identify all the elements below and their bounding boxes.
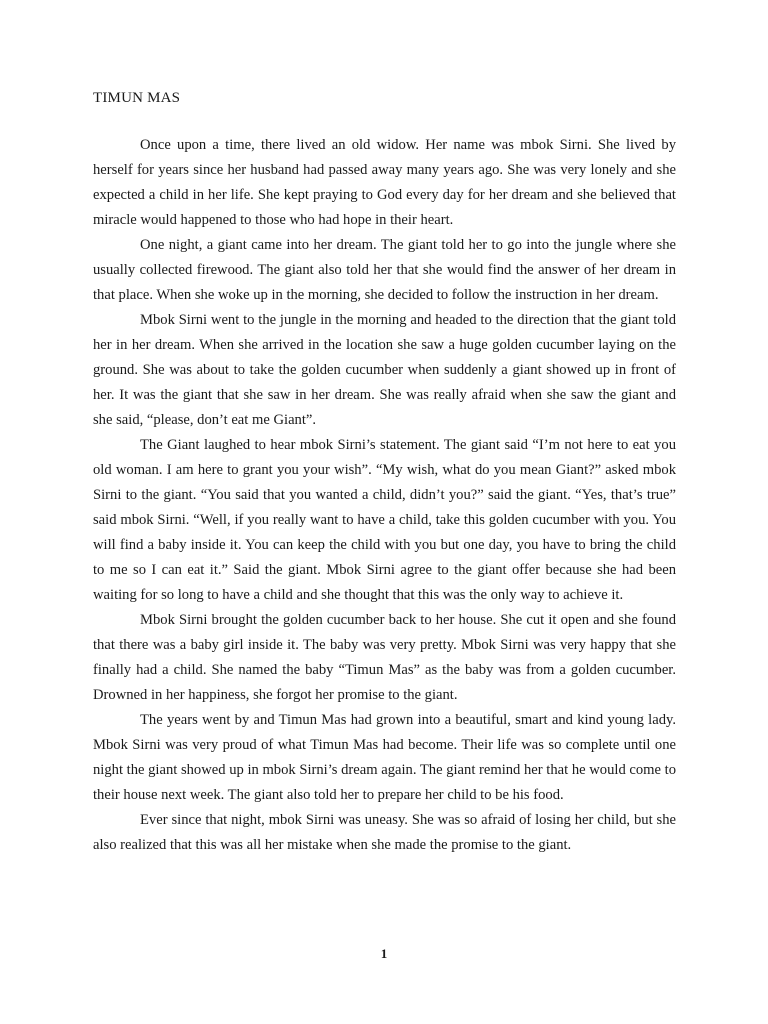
document-title: TIMUN MAS bbox=[93, 90, 181, 106]
paragraph: One night, a giant came into her dream. The giant told her to go into the jungle where she usually collected firewood. The giant also told her that she would find the answer of her dream in that place. When she woke up in the morning, she decided to follow the instruction in her dream. bbox=[93, 237, 676, 303]
document-body bbox=[93, 133, 676, 858]
paragraph: The Giant laughed to hear mbok Sirni’s statement. The giant said “I’m not here to eat you old woman. I am here to grant you your wish”. “My wish, what do you mean Giant?” asked mbok Sirni to the giant. “You said that you wanted a child, didn’t you?” said the giant. “Yes, that’s true” said mbok Sirni. “Well, if you really want to have a child, take this golden cucumber with you. You will find a baby inside it. You can keep the child with you but one day, you have to bring the child to me so I can eat it.” Said the giant. Mbok Sirni agree to the giant offer because she had been waiting for so long to have a child and she thought that this was the only way to achieve it. bbox=[93, 437, 676, 603]
paragraph: Mbok Sirni went to the jungle in the morning and headed to the direction that the giant told her in her dream. When she arrived in the location she saw a huge golden cucumber laying on the ground. She was about to take the golden cucumber when suddenly a giant showed up in front of her. It was the giant that she saw in her dream. She was really afraid when she saw the giant and she said, “please, don’t eat me Giant”. bbox=[93, 312, 676, 428]
paragraph: Mbok Sirni brought the golden cucumber back to her house. She cut it open and she found that there was a baby girl inside it. The baby was very pretty. Mbok Sirni was very happy that she finally had a child. She named the baby “Timun Mas” as the baby was from a golden cucumber. Drowned in her happiness, she forgot her promise to the giant. bbox=[93, 612, 676, 703]
paragraph: The years went by and Timun Mas had grown into a beautiful, smart and kind young lady. Mbok Sirni was very proud of what Timun Mas had become. Their life was so complete until one night the giant showed up in mbok Sirni’s dream again. The giant remind her that he would come to their house next week. The giant also told her to prepare her child to be his food. bbox=[93, 712, 676, 803]
paragraph: Ever since that night, mbok Sirni was uneasy. She was so afraid of losing her child, but she also realized that this was all her mistake when she made the promise to the giant. bbox=[93, 812, 676, 853]
page-number: 1 bbox=[380, 946, 388, 961]
paragraph: Once upon a time, there lived an old widow. Her name was mbok Sirni. She lived by herself for years since her husband had passed away many years ago. She was very lonely and she expected a child in her life. She kept praying to God every day for her dream and she believed that miracle would happened to those who had hope in their heart. bbox=[93, 137, 676, 228]
